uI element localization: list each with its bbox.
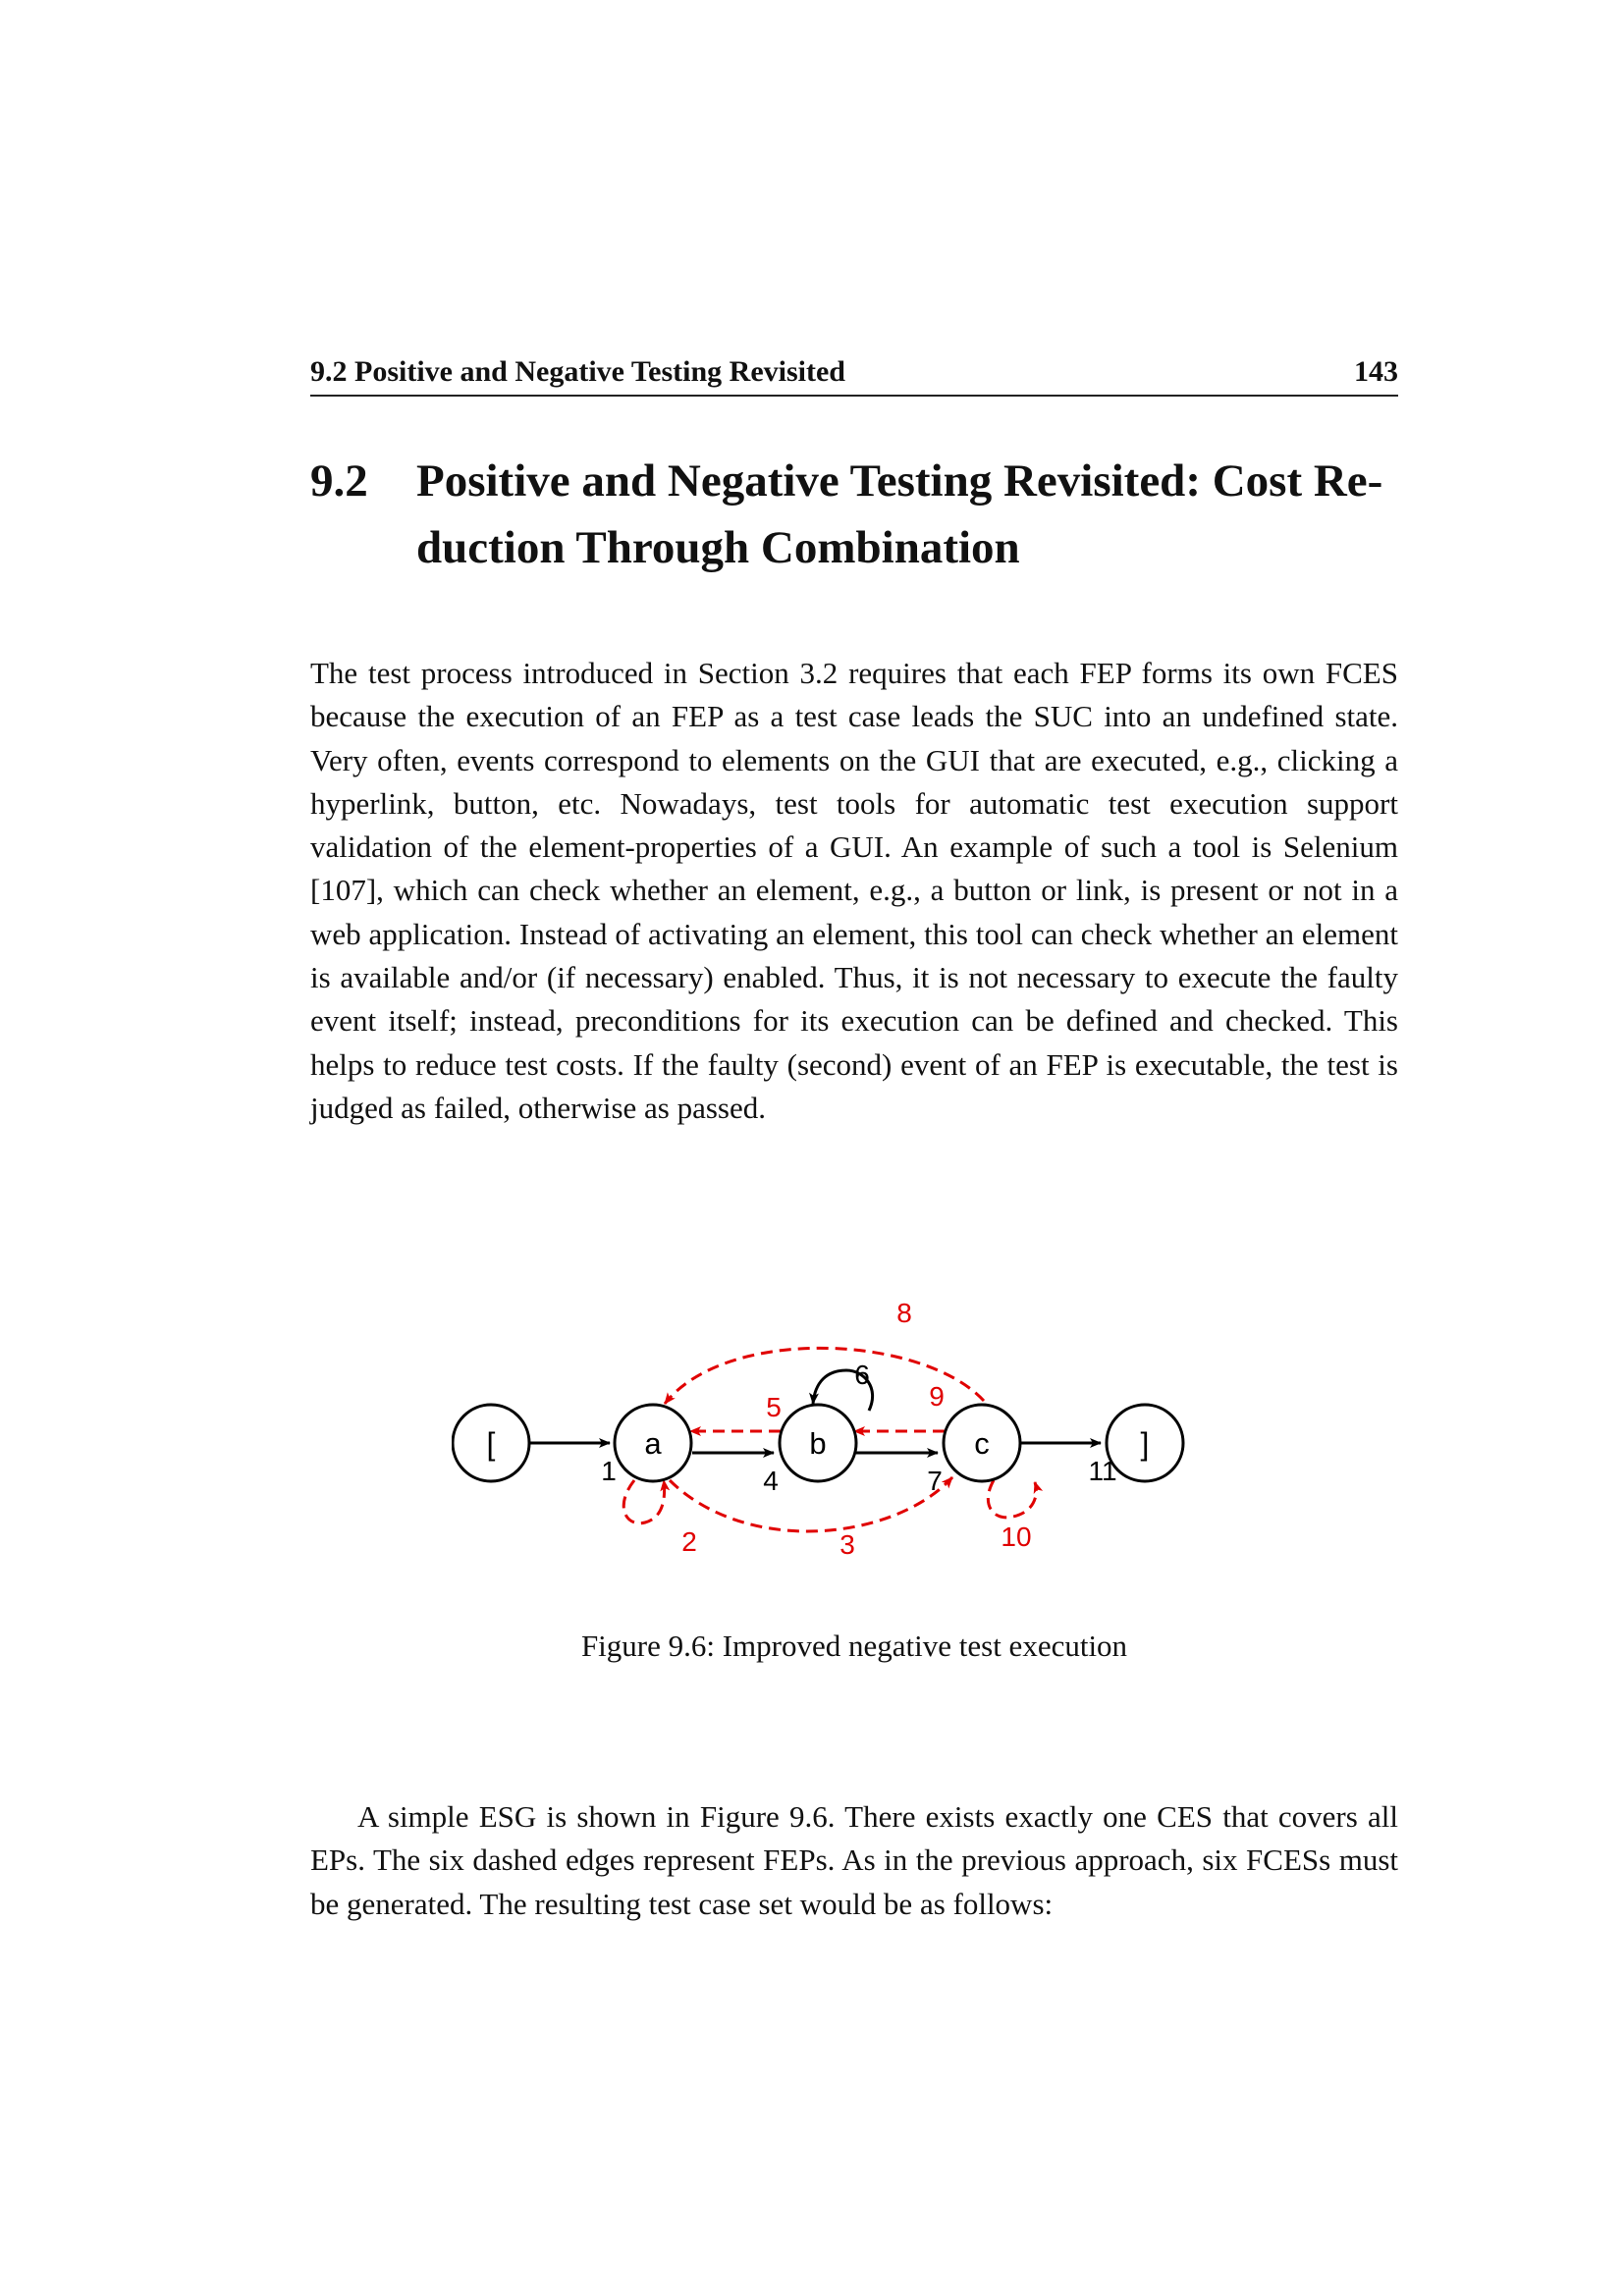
figure-caption: Figure 9.6: Improved negative test execution [580,1629,1128,1663]
running-title: 9.2 Positive and Negative Testing Revisited [310,355,845,388]
edge-8-label: 8 [896,1298,912,1328]
esg-figure [452,1286,1257,1580]
node-end-label: ] [1140,1426,1150,1462]
edge-3-label: 3 [839,1529,855,1560]
esg-diagram [452,1286,1257,1580]
page-number: 143 [1354,355,1398,388]
node-c [944,1405,1020,1481]
edge-10-label: 10 [1001,1522,1032,1552]
edge-7-label: 7 [927,1466,943,1496]
edge-10 [988,1480,1036,1518]
section-number: 9.2 [310,455,368,507]
edge-5-label: 5 [766,1392,782,1422]
section-heading [310,448,1398,581]
node-start-label: [ [486,1426,496,1462]
edge-11-label: 11 [1088,1456,1117,1486]
running-head [310,349,1398,397]
edge-4-label: 4 [763,1466,779,1496]
edge-3 [670,1477,952,1531]
node-end [1107,1405,1183,1481]
edge-1-label: 1 [601,1456,617,1486]
edge-6-label: 6 [854,1360,870,1390]
edge-2 [623,1480,664,1523]
node-a [615,1405,691,1481]
node-a-label: a [644,1426,662,1461]
node-b-label: b [809,1426,827,1461]
edge-9-label: 9 [929,1381,945,1412]
edge-2-label: 2 [681,1526,697,1557]
section-title: Positive and Negative Testing Revisited: Cost Re- duction Through Combination [416,455,1383,573]
paragraph-intro: The test process introduced in Section 3.2 requires that each FEP forms its own FCES because the execution of an FEP as a test case leads the SUC into an undefined state. Very often, events correspond to elements on the GUI that are executed, e.g., clicking a hyperlink, button, etc. Nowadays, test tools for automatic test execution support validation of the element-properties of a GUI. An example of such a tool is Selenium [107], which can check whether an element, e.g., a button or link, is present or not in a web application. Instead of activating an element, this tool can check whether an element is available and/or (if necessary) enabled. Thus, it is not necessary to execute the faulty event itself; instead, preconditions for its execution can be defined and checked. This helps to reduce test costs. If the faulty (second) event of an FEP is executable, the test is judged as failed, otherwise as passed. [310,656,1398,1125]
node-b [780,1405,856,1481]
node-c-label: c [974,1426,990,1461]
node-start [453,1405,529,1481]
paragraph-esg: A simple ESG is shown in Figure 9.6. There exists exactly one CES that covers all EPs. The six dashed edges represent FEPs. As in the previous approach, six FCESs must be generated. The resulting test case set would be as follows: [310,1799,1398,1921]
